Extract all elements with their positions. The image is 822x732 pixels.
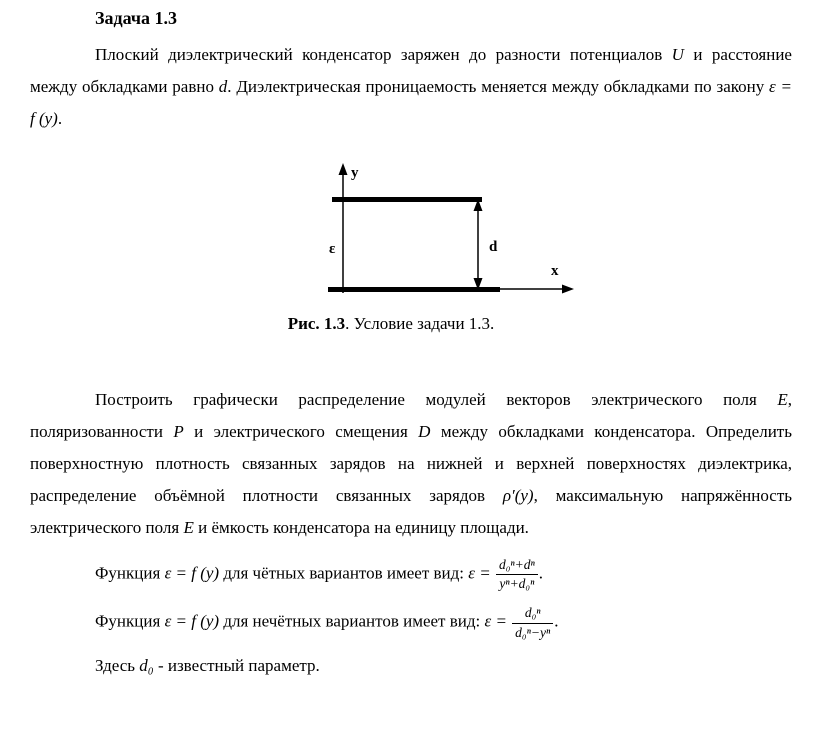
fraction-numerator: d₀ⁿ+dⁿ <box>496 557 538 575</box>
text-run: Функция <box>95 563 165 583</box>
fraction-denominator: yⁿ+d₀ⁿ <box>499 576 535 592</box>
caption-text: . Условие задачи 1.3. <box>345 314 495 333</box>
math-var-p: P <box>173 422 184 441</box>
math-var-e: E <box>777 390 788 409</box>
math-var-u: U <box>671 45 684 64</box>
math-expr-rho: ρ′(y) <box>502 486 534 505</box>
text-run: , максимальную напряжённость электрического поля <box>30 486 792 537</box>
paragraph-task <box>30 384 792 544</box>
text-run: и ёмкость конденсатора на единицу площади. <box>193 518 529 537</box>
math-var-e2: E <box>183 518 194 537</box>
figure <box>318 161 792 306</box>
d-label: d <box>489 239 498 255</box>
text-run: для чётных вариантов имеет вид: <box>219 563 469 583</box>
text-run: и расстояние между обкладками равно <box>30 45 792 96</box>
text-run: . <box>57 109 63 128</box>
epsilon-label: ε <box>329 241 336 257</box>
math-eps-equals: ε = <box>468 563 491 583</box>
text-run: Плоский диэлектрический конденсатор заряжен до разности потенциалов <box>95 45 672 64</box>
capacitor-diagram <box>318 161 583 306</box>
formula-odd-variants <box>30 605 792 640</box>
page-title: Задача 1.3 <box>95 8 178 28</box>
figure-caption <box>30 312 752 336</box>
text-run: между обкладками конденсатора. Определить поверхностную плотность связанных зарядов на нижней и верхней поверхностях диэлектрика, распределение объёмной плотности связанных зарядов <box>30 422 792 505</box>
fraction-numerator: d₀ⁿ <box>512 605 553 623</box>
fraction-even <box>496 557 538 592</box>
text-run: , поляризованности <box>30 390 792 441</box>
bottom-plate <box>328 287 500 292</box>
text-run: - известный параметр. <box>153 655 320 675</box>
document-page <box>30 8 792 678</box>
math-expr-eps: ε = f (y) <box>164 563 220 583</box>
top-plate <box>332 197 482 202</box>
math-var-d0: d₀ <box>139 655 154 675</box>
text-run: . <box>554 611 559 631</box>
text-run: Построить графически распределение модулей векторов электрического поля <box>95 390 778 409</box>
text-run: и электрического смещения <box>183 422 419 441</box>
text-run: Функция <box>95 611 165 631</box>
y-axis-arrowhead <box>339 163 348 175</box>
math-expr-eps: ε = f (y) <box>164 611 220 631</box>
paragraph-intro <box>30 39 792 135</box>
math-eps-equals: ε = <box>484 611 507 631</box>
math-var-dd: D <box>418 422 431 441</box>
text-run: для нечётных вариантов имеет вид: <box>219 611 485 631</box>
y-axis-label: y <box>351 165 359 181</box>
caption-number: Рис. 1.3 <box>287 314 346 333</box>
formula-even-variants <box>30 557 792 592</box>
math-expr-eps: ε = f (y) <box>30 77 793 128</box>
text-run: . Диэлектрическая проницаемость меняется между обкладками по закону <box>227 77 770 96</box>
fraction-odd <box>512 605 553 640</box>
math-var-d: d <box>218 77 228 96</box>
x-axis-label: x <box>551 263 559 279</box>
fraction-denominator: d₀ⁿ−yⁿ <box>515 624 551 640</box>
x-axis-arrowhead <box>562 285 574 294</box>
text-run: . <box>538 563 544 583</box>
note-parameter <box>30 654 792 678</box>
text-run: Здесь <box>95 655 140 675</box>
